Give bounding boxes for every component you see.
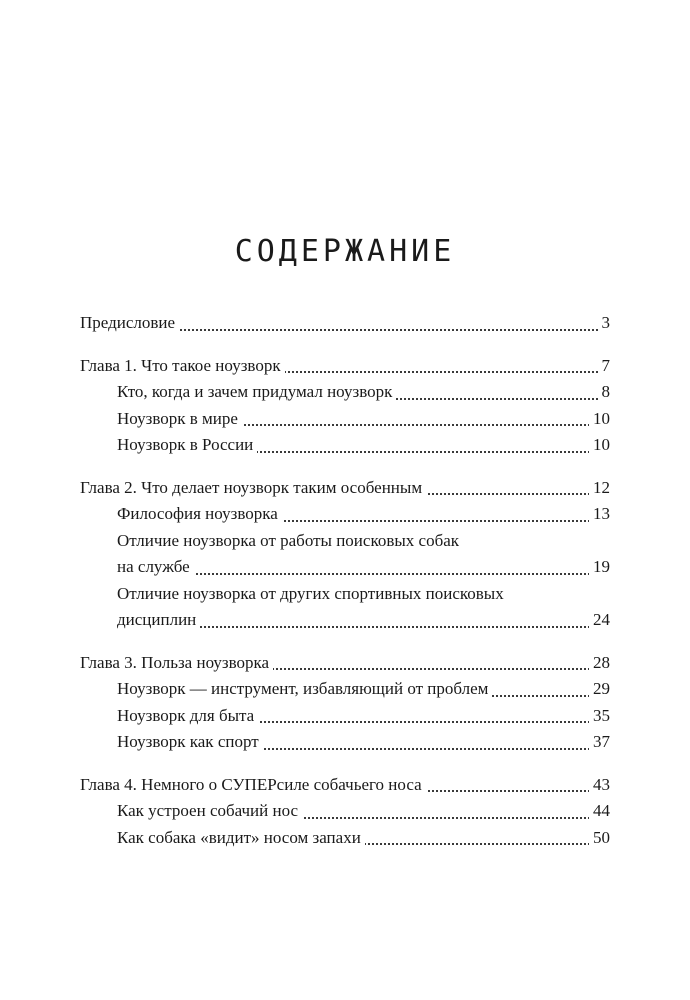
- toc-subentry[interactable]: [117, 798, 610, 825]
- toc-entry-label: Глава 2. Что делает ноузворк таким особенным: [80, 478, 426, 497]
- toc-entry-label: Глава 4. Немного о СУПЕРсиле собачьего носа: [80, 775, 426, 794]
- toc-entry-label: Ноузворк для быта: [117, 706, 258, 725]
- toc-entry-label: Глава 1. Что такое ноузворк: [80, 356, 285, 375]
- toc-chapter-entry[interactable]: [80, 772, 610, 799]
- toc-entry-label: Отличие ноузворка от других спортивных поисковых: [117, 584, 508, 603]
- toc-entry-label: Как собака «видит» носом запахи: [117, 828, 365, 847]
- toc-entry-label: дисциплин: [117, 610, 200, 629]
- toc-entry-label: Отличие ноузворка от работы поисковых собак: [117, 531, 463, 550]
- toc-subentry[interactable]: [117, 406, 610, 433]
- toc-group: [80, 310, 610, 337]
- toc-page-number: 3: [598, 310, 611, 337]
- toc-group: [80, 353, 610, 459]
- toc-subentry[interactable]: [117, 607, 610, 634]
- toc-entry-label: Кто, когда и зачем придумал ноузворк: [117, 382, 396, 401]
- toc-subentry[interactable]: [117, 379, 610, 406]
- toc-chapter-entry[interactable]: [80, 310, 610, 337]
- toc-page-number: 44: [589, 798, 610, 825]
- toc-page-number: 7: [598, 353, 611, 380]
- toc-chapter-entry[interactable]: [80, 650, 610, 677]
- toc-entry-label: Ноузворк в мире: [117, 409, 242, 428]
- toc-subentry[interactable]: [117, 729, 610, 756]
- toc-page-number: 13: [589, 501, 610, 528]
- toc-subentry[interactable]: [117, 554, 610, 581]
- toc-page-number: 10: [589, 406, 610, 433]
- toc-subentry[interactable]: [117, 703, 610, 730]
- toc-page-number: 35: [589, 703, 610, 730]
- toc-entry-label: Предисловие: [80, 313, 179, 332]
- toc-page-number: 19: [589, 554, 610, 581]
- toc-entry-label: Ноузворк — инструмент, избавляющий от проблем: [117, 679, 492, 698]
- toc-entry-label: Ноузворк как спорт: [117, 732, 263, 751]
- toc-entry-label: Философия ноузворка: [117, 504, 282, 523]
- page-title: СОДЕРЖАНИЕ: [234, 234, 456, 269]
- toc-entry-label: Глава 3. Польза ноузворка: [80, 653, 273, 672]
- toc-page-number: 43: [589, 772, 610, 799]
- table-of-contents: [80, 310, 610, 867]
- toc-page-number: 8: [598, 379, 611, 406]
- toc-page-number: 50: [589, 825, 610, 852]
- toc-entry-label: Как устроен собачий нос: [117, 801, 302, 820]
- toc-subentry[interactable]: [117, 825, 610, 852]
- toc-group: [80, 475, 610, 634]
- toc-page-number: 29: [589, 676, 610, 703]
- toc-subentry[interactable]: [117, 432, 610, 459]
- toc-entry-line: [117, 581, 610, 608]
- toc-page-number: 12: [589, 475, 610, 502]
- toc-subentry[interactable]: [117, 501, 610, 528]
- toc-chapter-entry[interactable]: [80, 475, 610, 502]
- toc-entry-line: [117, 528, 610, 555]
- toc-group: [80, 772, 610, 852]
- toc-page-number: 37: [589, 729, 610, 756]
- toc-group: [80, 650, 610, 756]
- toc-entry-label: Ноузворк в России: [117, 435, 257, 454]
- toc-page-number: 10: [589, 432, 610, 459]
- toc-entry-label: на службе: [117, 557, 194, 576]
- toc-chapter-entry[interactable]: [80, 353, 610, 380]
- toc-page-number: 28: [589, 650, 610, 677]
- toc-page-number: 24: [589, 607, 610, 634]
- toc-subentry[interactable]: [117, 676, 610, 703]
